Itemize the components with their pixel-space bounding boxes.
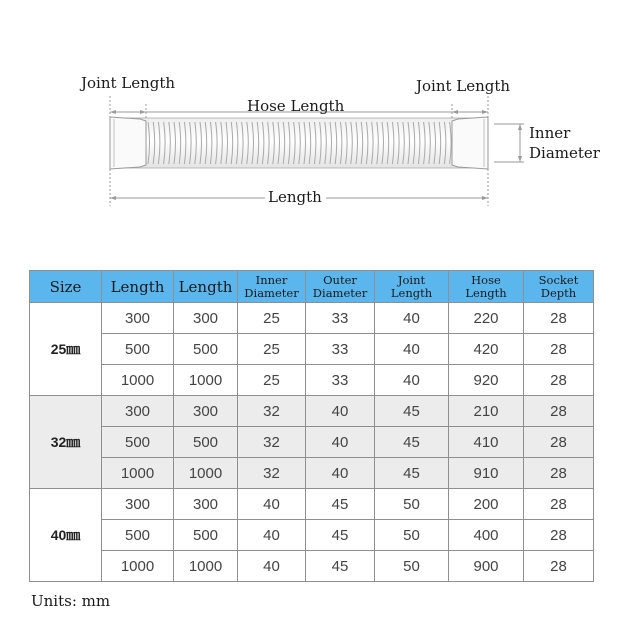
- table-cell: 25: [238, 365, 306, 396]
- table-cell: 45: [306, 551, 375, 582]
- table-cell: 50: [375, 489, 449, 520]
- table-row: [30, 551, 594, 582]
- table-cell: 28: [524, 427, 594, 458]
- table-cell: 40: [306, 458, 375, 489]
- joint-length-right-label: Joint Length: [416, 77, 511, 95]
- table-cell: 920: [449, 365, 524, 396]
- table-cell: 40: [375, 334, 449, 365]
- inner-diameter-label-line1: Inner: [529, 124, 571, 142]
- table-cell: 410: [449, 427, 524, 458]
- table-cell: 400: [449, 520, 524, 551]
- table-cell: 210: [449, 396, 524, 427]
- table-row: [30, 458, 594, 489]
- header-joint-length: Joint Length: [375, 271, 449, 303]
- size-cell: 25㎜: [30, 303, 102, 396]
- table-cell: 28: [524, 396, 594, 427]
- table-cell: 28: [524, 334, 594, 365]
- table-cell: 900: [449, 551, 524, 582]
- overall-length-label: Length: [268, 188, 322, 206]
- table-cell: 300: [174, 303, 238, 334]
- table-cell: 40: [375, 303, 449, 334]
- table-cell: 32: [238, 427, 306, 458]
- table-row: [30, 489, 594, 520]
- header-size: Size: [30, 271, 102, 303]
- table-cell: 500: [174, 520, 238, 551]
- size-cell: 32㎜: [30, 396, 102, 489]
- table-cell: 500: [174, 334, 238, 365]
- table-cell: 32: [238, 458, 306, 489]
- table-row: [30, 396, 594, 427]
- header-length-2: Length: [174, 271, 238, 303]
- table-cell: 40: [238, 551, 306, 582]
- table-cell: 300: [102, 303, 174, 334]
- table-row: [30, 365, 594, 396]
- table-cell: 200: [449, 489, 524, 520]
- table-cell: 910: [449, 458, 524, 489]
- hose-length-label: Hose Length: [247, 97, 345, 115]
- table-cell: 1000: [102, 458, 174, 489]
- table-cell: 45: [375, 427, 449, 458]
- table-cell: 1000: [174, 365, 238, 396]
- right-joint: [452, 117, 488, 169]
- table-cell: 28: [524, 365, 594, 396]
- table-cell: 40: [306, 427, 375, 458]
- table-cell: 40: [238, 520, 306, 551]
- table-cell: 300: [174, 396, 238, 427]
- table-cell: 40: [375, 365, 449, 396]
- header-outer-diameter: Outer Diameter: [306, 271, 375, 303]
- header-hose-length: Hose Length: [449, 271, 524, 303]
- left-joint: [110, 117, 146, 169]
- table-cell: 45: [306, 489, 375, 520]
- table-row: [30, 520, 594, 551]
- size-group-25: [30, 303, 594, 396]
- table-cell: 220: [449, 303, 524, 334]
- table-cell: 45: [375, 396, 449, 427]
- table-cell: 28: [524, 303, 594, 334]
- table-cell: 32: [238, 396, 306, 427]
- table-cell: 50: [375, 520, 449, 551]
- table-cell: 300: [102, 396, 174, 427]
- inner-diameter-label-line2: Diameter: [529, 144, 600, 162]
- table-cell: 33: [306, 365, 375, 396]
- table-row: [30, 427, 594, 458]
- hose-dimension-diagram: [0, 0, 640, 260]
- table-cell: 45: [306, 520, 375, 551]
- joint-length-left-label: Joint Length: [81, 74, 176, 92]
- size-cell: 40㎜: [30, 489, 102, 582]
- table-cell: 28: [524, 489, 594, 520]
- table-cell: 40: [238, 489, 306, 520]
- table-cell: 25: [238, 334, 306, 365]
- table-cell: 33: [306, 303, 375, 334]
- table-cell: 300: [174, 489, 238, 520]
- table-cell: 500: [102, 334, 174, 365]
- hose-illustration: [110, 117, 488, 169]
- size-group-40: [30, 489, 594, 582]
- table-cell: 40: [306, 396, 375, 427]
- table-cell: 1000: [102, 551, 174, 582]
- table-cell: 50: [375, 551, 449, 582]
- table-cell: 28: [524, 520, 594, 551]
- table-cell: 1000: [174, 551, 238, 582]
- header-inner-diameter: Inner Diameter: [238, 271, 306, 303]
- table-cell: 33: [306, 334, 375, 365]
- table-row: [30, 303, 594, 334]
- table-cell: 500: [102, 520, 174, 551]
- table-cell: 28: [524, 551, 594, 582]
- table-cell: 28: [524, 458, 594, 489]
- units-note: Units: mm: [31, 592, 111, 610]
- table-row: [30, 334, 594, 365]
- table-cell: 500: [102, 427, 174, 458]
- table-cell: 500: [174, 427, 238, 458]
- header-socket-depth: Socket Depth: [524, 271, 594, 303]
- table-header-row: [30, 271, 594, 303]
- table-cell: 1000: [174, 458, 238, 489]
- table-cell: 45: [375, 458, 449, 489]
- header-length: Length: [102, 271, 174, 303]
- table-cell: 420: [449, 334, 524, 365]
- table-cell: 1000: [102, 365, 174, 396]
- spec-table: [29, 270, 594, 582]
- size-group-32: [30, 396, 594, 489]
- table-cell: 25: [238, 303, 306, 334]
- table-cell: 300: [102, 489, 174, 520]
